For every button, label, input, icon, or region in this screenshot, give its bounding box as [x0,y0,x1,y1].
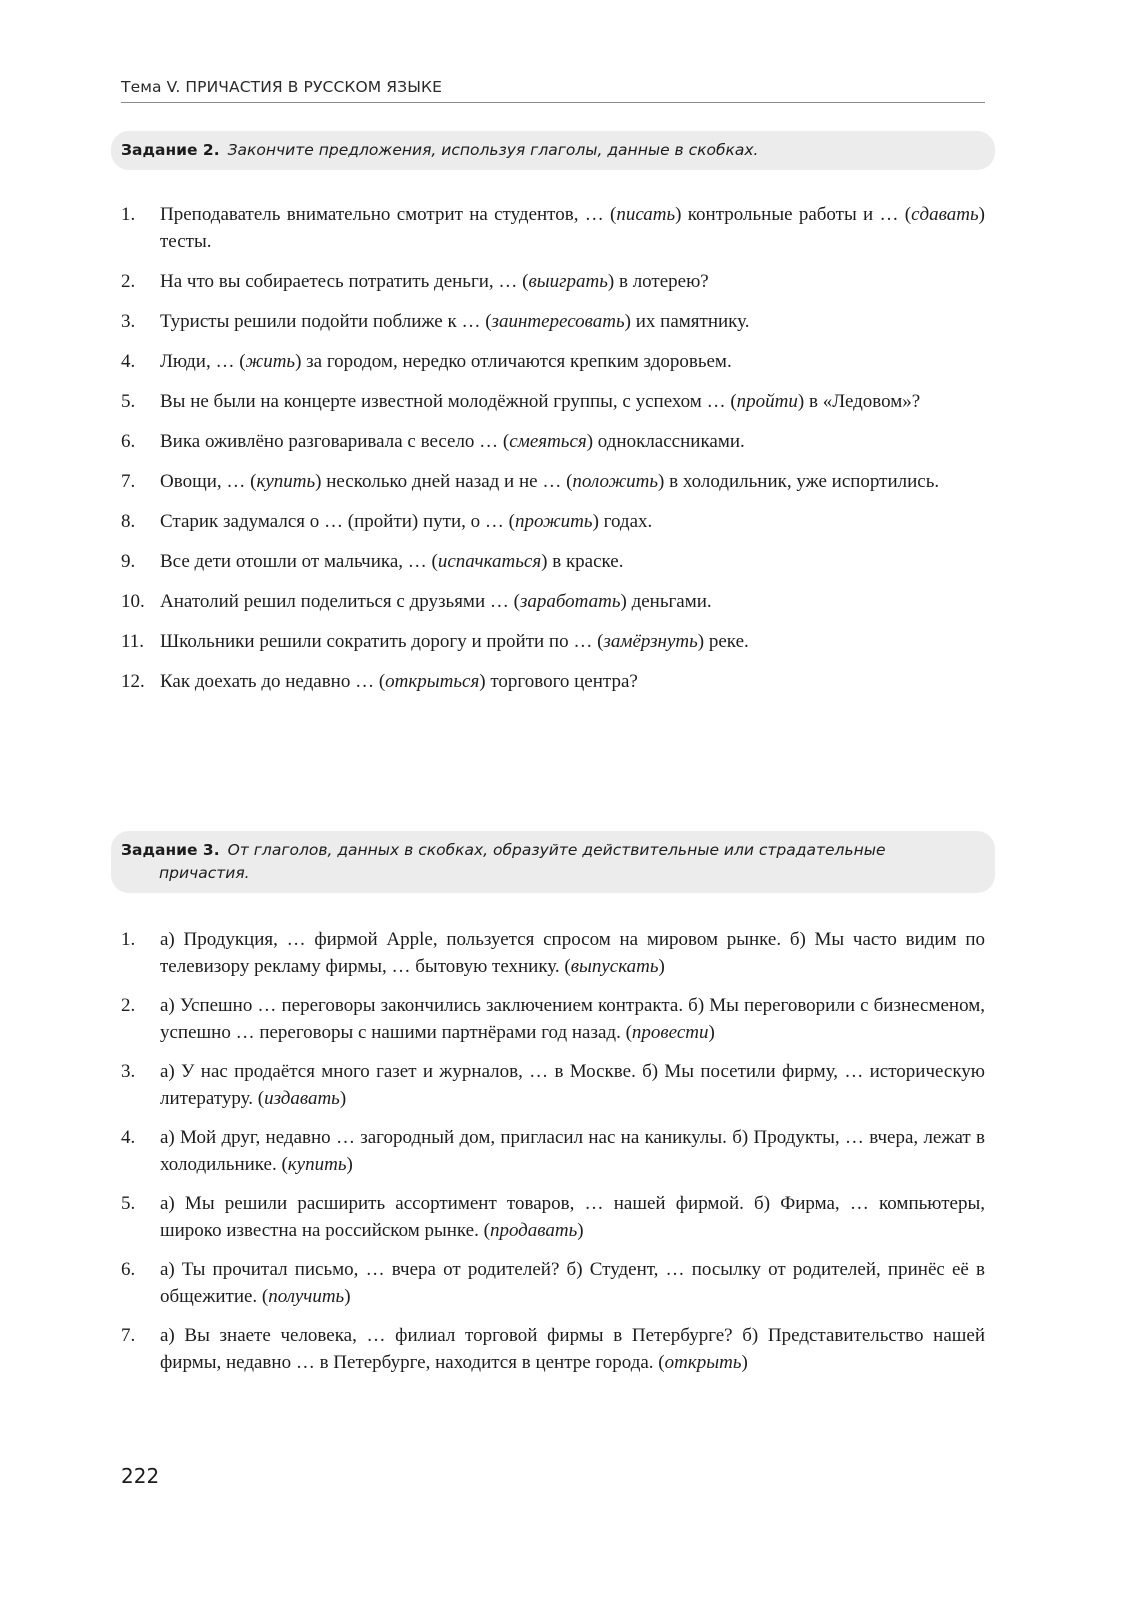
sentence-text: ) одноклассниками. [586,431,745,452]
item-number: 3. [121,1061,136,1082]
verb-hint: испачкаться [437,551,542,572]
item-number: 10. [121,591,145,612]
sentence-text: ) [741,1352,748,1373]
task-3-item-1 [121,926,985,980]
sentence-text: Овощи, … ( [160,471,257,492]
item-number: 4. [121,351,136,372]
task-2-item-5 [121,388,985,415]
sentence-text: а) Мы решили расширить ассортимент товаров, … нашей фирмой. б) Фирма, … компьютеры, широко известна на российском рынке. ( [160,1193,985,1241]
running-header: Тема V. ПРИЧАСТИЯ В РУССКОМ ЯЗЫКЕ [121,78,985,103]
item-number: 11. [121,631,145,652]
sentence-text: Старик задумался о … (пройти) пути, о … ( [160,511,515,532]
sentence-text: а) Вы знаете человека, … филиал торговой фирмы в Петербурге? б) Представительство нашей фирмы, недавно … в Петербурге, находится в центре города. ( [160,1325,985,1373]
task-3-item-7 [121,1322,985,1376]
sentence-text: Преподаватель внимательно смотрит на студентов, … ( [160,204,617,225]
sentence-text: ) контрольные работы и … ( [675,204,912,225]
sentence-text: На что вы собираетесь потратить деньги, … ( [160,271,529,292]
sentence-text: ) в лотерею? [607,271,709,292]
task-3-item-2 [121,992,985,1046]
verb-hint: продавать [489,1220,578,1241]
sentence-text: ) их памятнику. [624,311,750,332]
sentence-text: Все дети отошли от мальчика, … ( [160,551,438,572]
task-3-item-3 [121,1058,985,1112]
sentence-text: ) за городом, нередко отличаются крепким здоровьем. [295,351,732,372]
item-number: 12. [121,671,145,692]
verb-hint: сдавать [911,204,979,225]
verb-hint: выпускать [570,956,659,977]
verb-hint: выиграть [528,271,608,292]
item-number: 7. [121,1325,136,1346]
sentence-text: ) тесты. [160,204,985,252]
task-2-label: Задание 2. [121,141,220,159]
item-number: 1. [121,929,136,950]
task-3-instruction: От глаголов, данных в скобках, образуйте действительные или страдательные [227,841,886,859]
verb-hint: положить [572,471,659,492]
verb-hint: купить [287,1154,347,1175]
item-number: 5. [121,391,136,412]
task-3-item-6 [121,1256,985,1310]
sentence-text: ) [339,1088,347,1109]
verb-hint: писать [616,204,676,225]
sentence-text: ) в краске. [541,551,624,572]
item-number: 9. [121,551,136,572]
item-number: 5. [121,1193,136,1214]
task-3-label: Задание 3. [121,841,220,859]
verb-hint: издавать [264,1088,340,1109]
sentence-text: Вы не были на концерте известной молодёжной группы, с успехом … ( [160,391,737,412]
sentence-text: ) [658,956,665,977]
sentence-text: ) деньгами. [620,591,712,612]
sentence-text: ) несколько дней назад и не … ( [315,471,573,492]
verb-hint: жить [245,351,296,372]
task-2-item-12 [121,668,985,695]
task-2-item-6 [121,428,985,455]
task-3-instruction-continuation: причастия. [159,864,250,882]
task-2-item-11 [121,628,985,655]
task-3-item-5 [121,1190,985,1244]
task-2-item-10 [121,588,985,615]
sentence-text: ) торгового центра? [479,671,638,692]
verb-hint: пройти [736,391,798,412]
item-number: 6. [121,431,136,452]
verb-hint: провести [631,1022,709,1043]
sentence-text: а) Мой друг, недавно … загородный дом, пригласил нас на каникулы. б) Продукты, … вчера, лежат в холодильнике. ( [160,1127,985,1175]
item-number: 4. [121,1127,136,1148]
item-number: 1. [121,204,136,225]
task-2-item-4 [121,348,985,375]
verb-hint: открыть [664,1352,742,1373]
verb-hint: смеяться [509,431,587,452]
task-3-list [121,926,985,1388]
task-2-item-1 [121,201,985,255]
task-2-item-3 [121,308,985,335]
sentence-text: ) [577,1220,584,1241]
sentence-text: а) Успешно … переговоры закончились заключением контракта. б) Мы переговорили с бизнесменом, успешно … переговоры с нашими партнёрами год назад. ( [160,995,985,1043]
page-number: 222 [121,1464,160,1488]
sentence-text: Как доехать до недавно … ( [160,671,386,692]
task-2-item-8 [121,508,985,535]
task-2-item-2 [121,268,985,295]
item-number: 8. [121,511,136,532]
task-2-instruction: Закончите предложения, используя глаголы, данные в скобках. [227,141,759,159]
sentence-text: а) У нас продаётся много газет и журналов, … в Москве. б) Мы посетили фирму, … историческую литературу. ( [160,1061,985,1109]
verb-hint: замёрзнуть [603,631,698,652]
sentence-text: а) Продукция, … фирмой Apple, пользуется спросом на мировом рынке. б) Мы часто видим по телевизору рекламу фирмы, … бытовую технику. ( [160,929,985,977]
task-3-header [111,831,995,893]
verb-hint: купить [256,471,316,492]
item-number: 2. [121,995,136,1016]
sentence-text: ) [708,1022,715,1043]
sentence-text: Школьники решили сократить дорогу и пройти по … ( [160,631,604,652]
sentence-text: Люди, … ( [160,351,246,372]
verb-hint: заработать [519,591,621,612]
sentence-text: а) Ты прочитал письмо, … вчера от родителей? б) Студент, … посылку от родителей, принёс её в общежитие. ( [160,1259,985,1307]
item-number: 2. [121,271,136,292]
sentence-text: ) в холодильник, уже испортились. [658,471,940,492]
task-2-header [111,131,995,170]
task-2-item-9 [121,548,985,575]
item-number: 6. [121,1259,136,1280]
sentence-text: ) годах. [592,511,653,532]
task-3-item-4 [121,1124,985,1178]
sentence-text: Вика оживлёно разговаривала с весело … ( [160,431,510,452]
item-number: 3. [121,311,136,332]
verb-hint: заинтересовать [491,311,625,332]
sentence-text: Туристы решили подойти поближе к … ( [160,311,492,332]
verb-hint: открыться [385,671,480,692]
sentence-text: ) [346,1154,353,1175]
sentence-text: ) реке. [697,631,749,652]
sentence-text: Анатолий решил поделиться с друзьями … ( [160,591,520,612]
sentence-text: ) в «Ледовом»? [797,391,921,412]
sentence-text: ) [344,1286,351,1307]
verb-hint: прожить [514,511,593,532]
task-2-item-7 [121,468,985,495]
item-number: 7. [121,471,136,492]
verb-hint: получить [268,1286,345,1307]
task-2-list [121,201,985,708]
